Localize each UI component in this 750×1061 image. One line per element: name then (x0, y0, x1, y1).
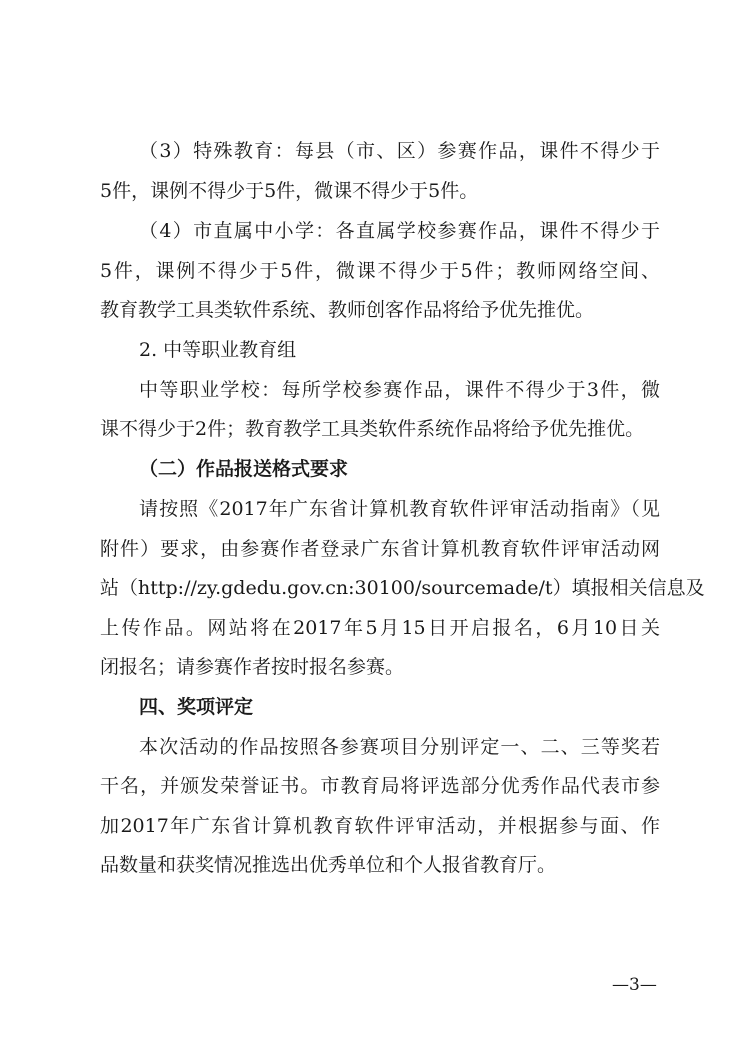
paragraph-line: 上传作品。网站将在2017年5月15日开启报名，6月10日关 (100, 617, 660, 639)
section-heading: （二）作品报送格式要求 (139, 458, 349, 480)
paragraph-line: 本次活动的作品按照各参赛项目分别评定一、二、三等奖若 (139, 736, 660, 758)
paragraph-line: 加2017年广东省计算机教育软件评审活动，并根据参与面、作 (100, 815, 660, 837)
paragraph-line: 闭报名；请参赛作者按时报名参赛。 (100, 656, 405, 678)
paragraph-line: 5件，课例不得少于5件，微课不得少于5件。 (100, 180, 479, 202)
paragraph-line: 站（http://zy.gdedu.gov.cn:30100/sourcemade/t）填报相关信息及 (100, 577, 705, 599)
paragraph-line: 教育教学工具类软件系统、教师创客作品将给予优先推优。 (100, 299, 595, 321)
paragraph-line: （4）市直属中小学：各直属学校参赛作品，课件不得少于 (139, 220, 660, 242)
paragraph-line: （3）特殊教育：每县（市、区）参赛作品，课件不得少于 (139, 140, 660, 162)
paragraph-line: 请按照《2017年广东省计算机教育软件评审活动指南》（见 (139, 498, 660, 520)
paragraph-line: 5件，课例不得少于5件，微课不得少于5件；教师网络空间、 (100, 260, 660, 282)
page-number: —3— (612, 975, 657, 995)
paragraph-line: 品数量和获奖情况推选出优秀单位和个人报省教育厅。 (100, 854, 557, 876)
paragraph-line: 中等职业学校：每所学校参赛作品，课件不得少于3件，微 (139, 379, 660, 401)
paragraph-line: 干名，并颁发荣誉证书。市教育局将评选部分优秀作品代表市参 (100, 775, 660, 797)
paragraph-line: 附件）要求，由参赛作者登录广东省计算机教育软件评审活动网 (100, 538, 660, 560)
section-heading: 2. 中等职业教育组 (139, 339, 297, 361)
paragraph-line: 课不得少于2件；教育教学工具类软件系统作品将给予优先推优。 (100, 418, 645, 440)
section-heading: 四、奖项评定 (139, 696, 254, 718)
